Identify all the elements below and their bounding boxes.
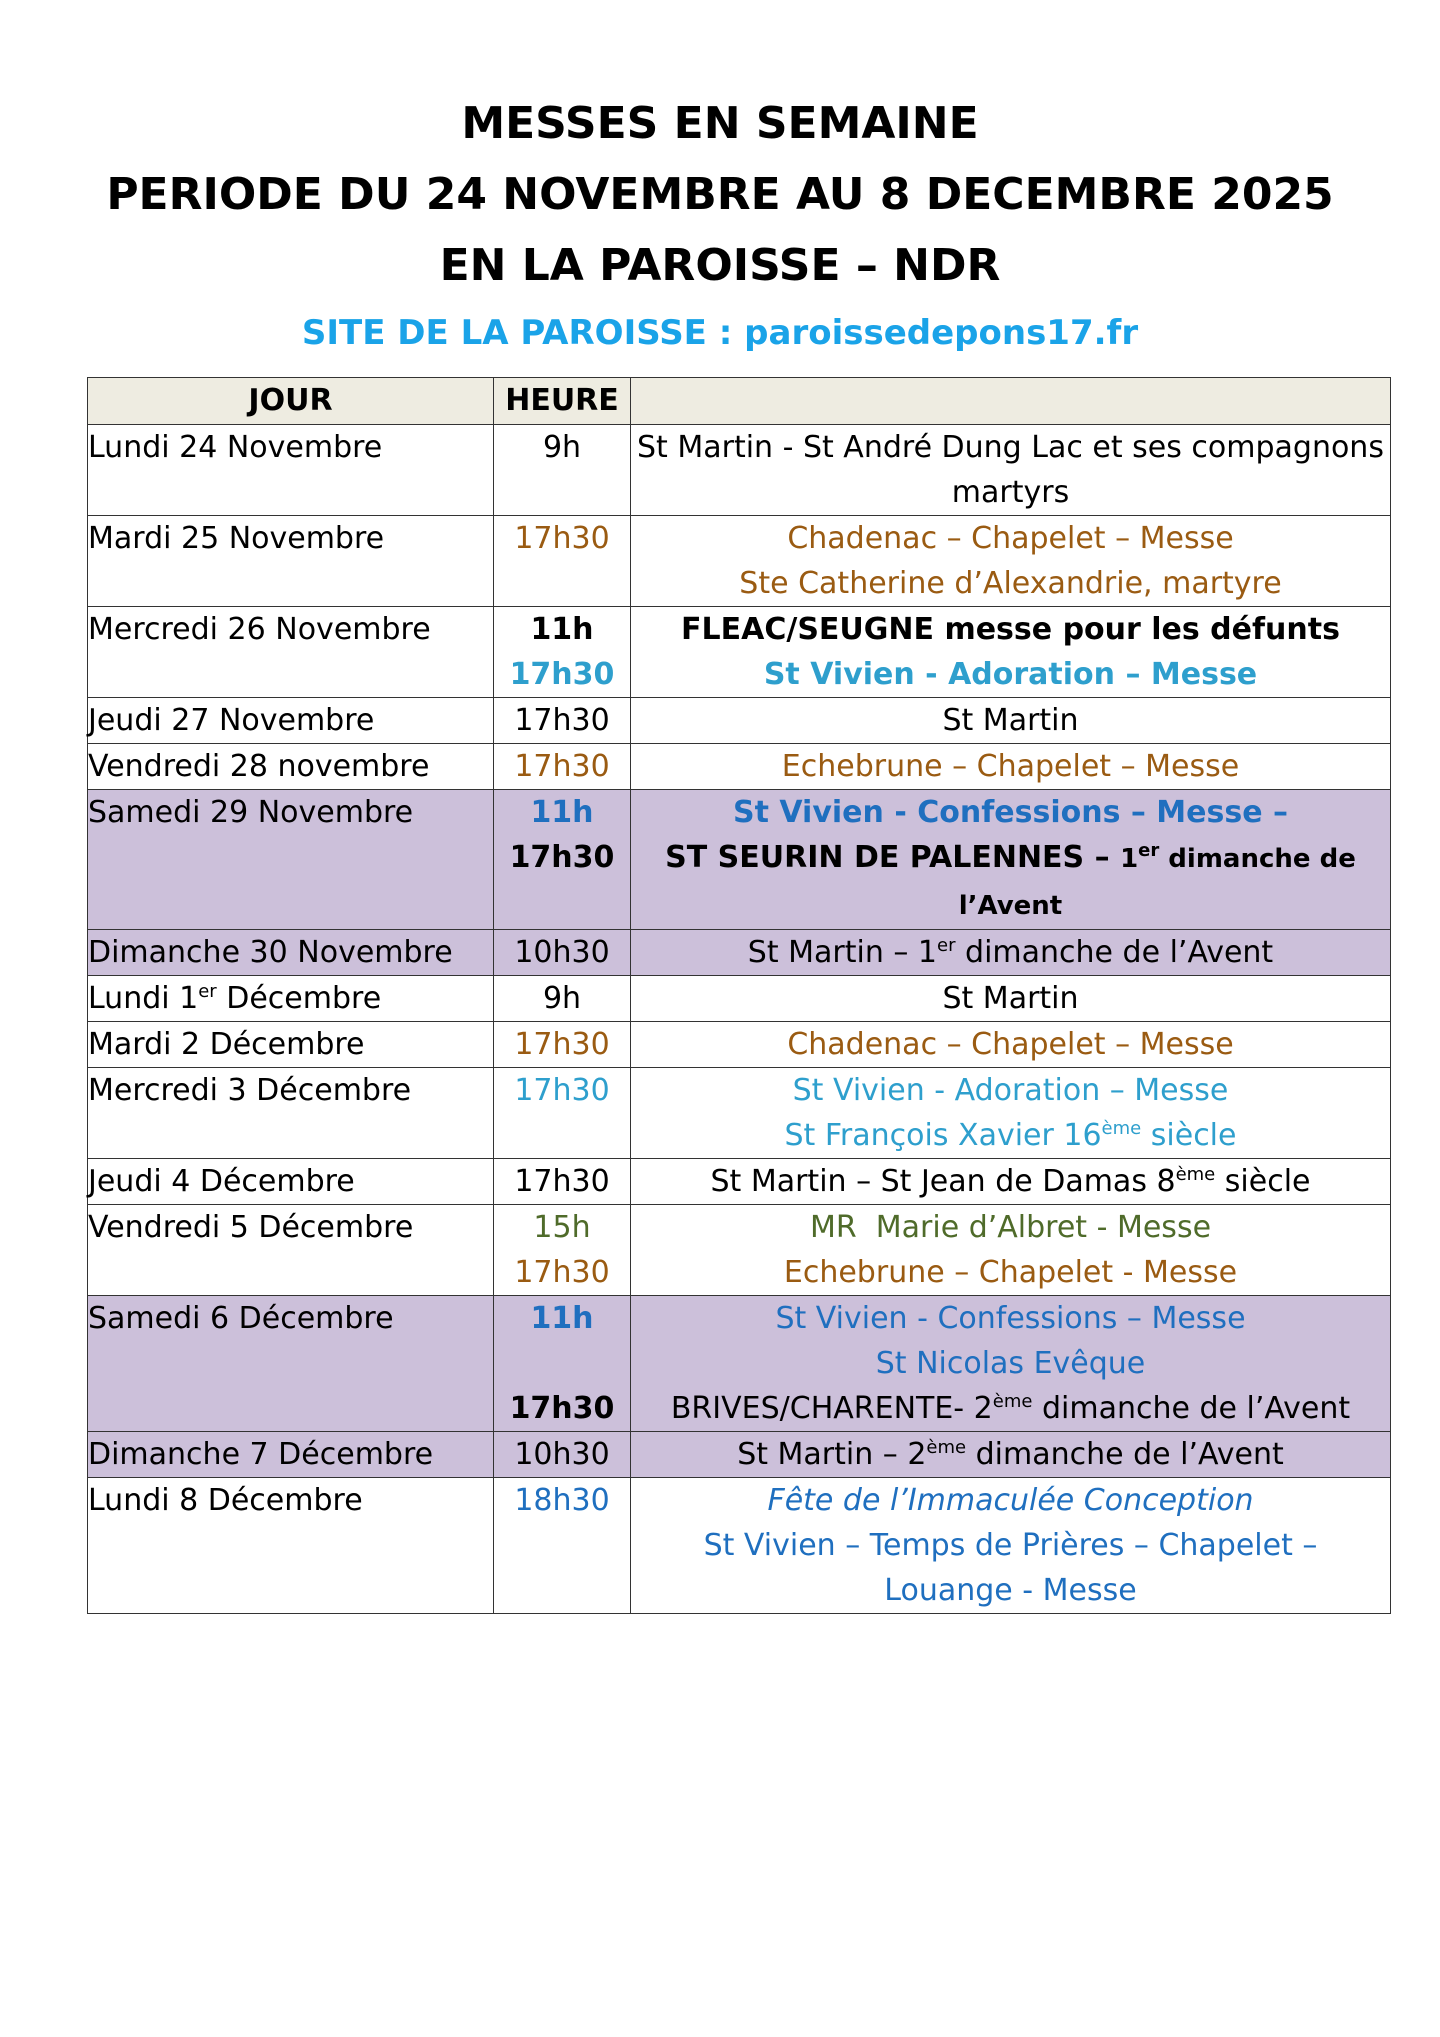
description-line: Fête de l’Immaculée Conception [767, 1483, 1254, 1518]
row-description: St Martin [631, 976, 1391, 1022]
description-line: FLEAC/SEUGNE messe pour les défunts [681, 612, 1340, 647]
row-description [631, 607, 1391, 698]
row-description [631, 1296, 1391, 1432]
description-line: MR Marie d’Albret - Messe [809, 1210, 1212, 1245]
row-description [631, 930, 1391, 976]
row-day: Vendredi 28 novembre [88, 744, 494, 790]
row-description: St Martin [631, 698, 1391, 744]
row-day: Dimanche 7 Décembre [88, 1432, 494, 1478]
table-header-row [88, 378, 1391, 425]
description-text: St Martin – 1 [747, 935, 938, 970]
mass-schedule-table [87, 377, 1391, 1614]
row-description [631, 1205, 1391, 1296]
row-day: Mercredi 3 Décembre [88, 1068, 494, 1159]
parish-site-link[interactable]: SITE DE LA PAROISSE : paroissedepons17.fr [301, 313, 1139, 353]
table-row-highlighted [88, 1432, 1391, 1478]
spacer [494, 1341, 630, 1386]
title-line-1: MESSES EN SEMAINE [461, 98, 979, 149]
superscript: er [937, 935, 956, 956]
table-row [88, 516, 1391, 607]
description-line: Chadenac – Chapelet – Messe [787, 521, 1234, 556]
superscript: er [198, 981, 217, 1002]
day-text: Lundi 1 [88, 981, 199, 1016]
description-line [631, 1386, 1390, 1431]
description-line: St Vivien - Adoration – Messe [792, 1073, 1229, 1108]
description-text: dimanche de l’Avent [966, 1437, 1284, 1472]
superscript: er [1138, 840, 1160, 861]
description-line [631, 1113, 1390, 1158]
description-text: dimanche de l’Avent [1032, 1391, 1351, 1426]
table-row [88, 607, 1391, 698]
table-row-highlighted [88, 790, 1391, 930]
row-time [494, 1205, 631, 1296]
row-day: Dimanche 30 Novembre [88, 930, 494, 976]
row-time: 10h30 [494, 1432, 631, 1478]
row-description [631, 790, 1391, 930]
description-line: St Nicolas Evêque [875, 1346, 1146, 1381]
day-text: Décembre [216, 981, 382, 1016]
table-row-highlighted [88, 930, 1391, 976]
row-description [631, 516, 1391, 607]
time-line: 11h [530, 1301, 594, 1336]
row-day: Vendredi 5 Décembre [88, 1205, 494, 1296]
description-text: 1 [1120, 844, 1139, 874]
title-line-2: PERIODE DU 24 NOVEMBRE AU 8 DECEMBRE 2025 [106, 169, 1334, 220]
description-line: St Vivien - Confessions – Messe – [732, 795, 1289, 830]
row-time: 17h30 [494, 1022, 631, 1068]
superscript: ème [1101, 1118, 1142, 1139]
description-line: Echebrune – Chapelet - Messe [783, 1255, 1238, 1290]
description-text: ST SEURIN DE PALENNES – [665, 840, 1121, 875]
table-row [88, 976, 1391, 1022]
row-day [88, 976, 494, 1022]
row-time: 17h30 [494, 516, 631, 607]
description-text: St François Xavier 16 [784, 1118, 1102, 1153]
row-time: 9h [494, 425, 631, 516]
description-line: St Vivien - Adoration – Messe [763, 657, 1258, 692]
header-jour: JOUR [88, 378, 494, 425]
row-day: Lundi 24 Novembre [88, 425, 494, 516]
row-time: 17h30 [494, 1159, 631, 1205]
superscript: ème [992, 1391, 1033, 1412]
time-line: 17h30 [509, 657, 615, 692]
table-row [88, 1478, 1391, 1614]
row-day: Lundi 8 Décembre [88, 1478, 494, 1614]
table-row-highlighted [88, 1296, 1391, 1432]
description-line [631, 835, 1390, 929]
table-row [88, 1205, 1391, 1296]
time-line: 17h30 [514, 1255, 610, 1290]
table-row [88, 425, 1391, 516]
row-time: 17h30 [494, 698, 631, 744]
table-row [88, 1068, 1391, 1159]
row-day: Mardi 25 Novembre [88, 516, 494, 607]
table-row [88, 1022, 1391, 1068]
row-description: Chadenac – Chapelet – Messe [631, 1022, 1391, 1068]
header-description [631, 378, 1391, 425]
row-description [631, 1432, 1391, 1478]
time-line: 15h [533, 1210, 591, 1245]
table-row [88, 744, 1391, 790]
table-row [88, 698, 1391, 744]
description-line: Louange - Messe [884, 1573, 1137, 1608]
row-time: 9h [494, 976, 631, 1022]
description-line: martyrs [951, 475, 1070, 510]
row-time: 17h30 [494, 744, 631, 790]
row-day: Jeudi 4 Décembre [88, 1159, 494, 1205]
description-text: siècle [1215, 1164, 1311, 1199]
time-line: 17h30 [509, 1391, 615, 1426]
row-day: Mardi 2 Décembre [88, 1022, 494, 1068]
header-heure: HEURE [494, 378, 631, 425]
description-text: St Martin – 2 [737, 1437, 927, 1472]
description-line: St Vivien – Temps de Prières – Chapelet – [703, 1528, 1318, 1563]
superscript: ème [1175, 1164, 1216, 1185]
row-description [631, 1159, 1391, 1205]
title-line-3: EN LA PAROISSE – NDR [439, 240, 1001, 291]
row-time [494, 790, 631, 930]
row-description [631, 1478, 1391, 1614]
table-row [88, 1159, 1391, 1205]
row-time [494, 1296, 631, 1432]
superscript: ème [926, 1437, 967, 1458]
row-time: 17h30 [494, 1068, 631, 1159]
row-day: Samedi 6 Décembre [88, 1296, 494, 1432]
description-text: dimanche de l’Avent [958, 844, 1356, 921]
time-line: 17h30 [509, 840, 615, 875]
row-time: 18h30 [494, 1478, 631, 1614]
row-day: Mercredi 26 Novembre [88, 607, 494, 698]
row-description: Echebrune – Chapelet – Messe [631, 744, 1391, 790]
row-day: Samedi 29 Novembre [88, 790, 494, 930]
description-text: BRIVES/CHARENTE- 2 [670, 1391, 993, 1426]
description-text: siècle [1141, 1118, 1237, 1153]
row-time: 10h30 [494, 930, 631, 976]
description-text: dimanche de l’Avent [955, 935, 1274, 970]
description-line: St Martin - St André Dung Lac et ses compagnons [637, 430, 1384, 465]
description-text: St Martin – St Jean de Damas 8 [710, 1164, 1176, 1199]
row-description [631, 425, 1391, 516]
row-description [631, 1068, 1391, 1159]
row-day: Jeudi 27 Novembre [88, 698, 494, 744]
description-line: St Vivien - Confessions – Messe [775, 1301, 1246, 1336]
time-line: 11h [530, 795, 594, 830]
description-line: Ste Catherine d’Alexandrie, martyre [739, 566, 1282, 601]
time-line: 11h [530, 612, 594, 647]
title-block [0, 88, 1440, 357]
row-time [494, 607, 631, 698]
